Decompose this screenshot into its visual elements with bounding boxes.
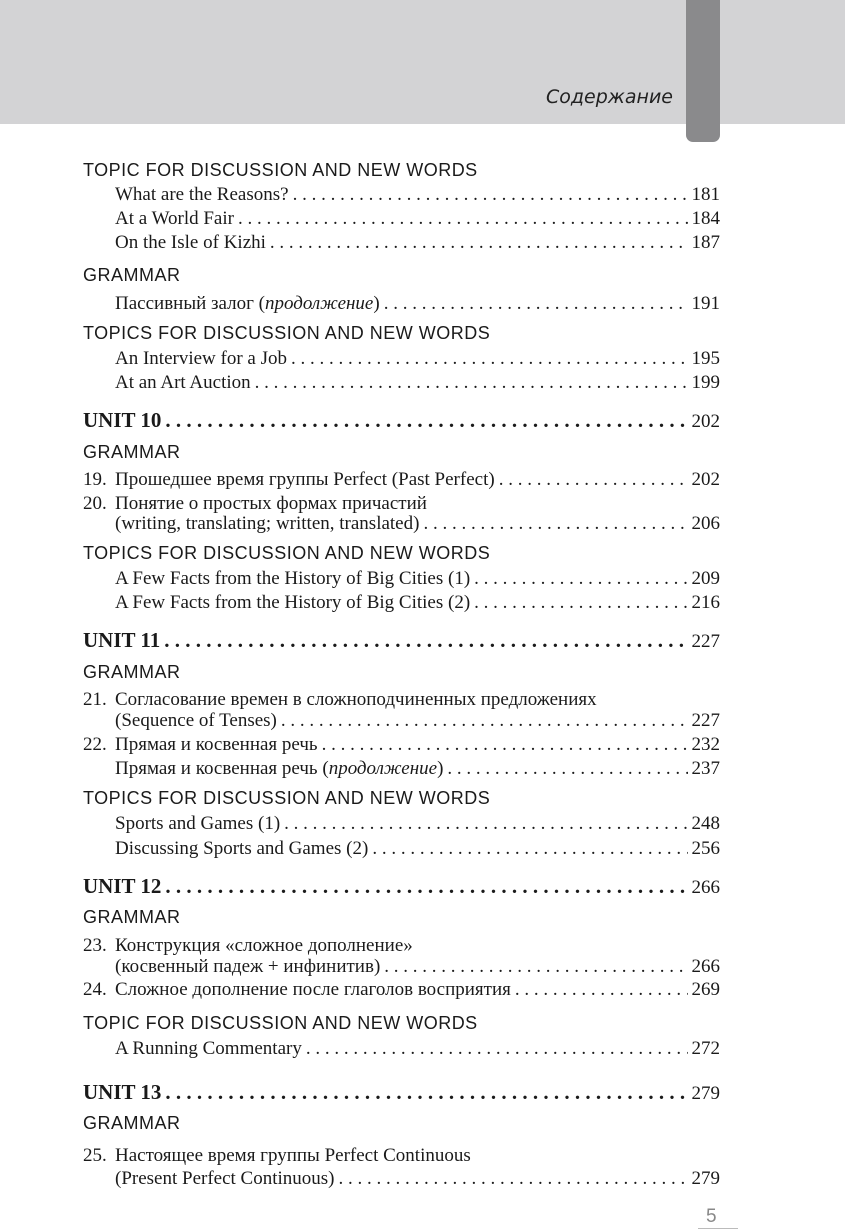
toc-entry[interactable]: Прямая и косвенная речь (продолжение) . . . 237 <box>115 757 720 781</box>
page-ref: 279 <box>691 1168 720 1189</box>
unit-entry[interactable]: UNIT 12 . . . 266 <box>83 874 720 900</box>
page-number-rule <box>698 1228 738 1229</box>
toc-entry[interactable]: (Present Perfect Continuous) . . . 279 <box>115 1167 720 1191</box>
page-ref: 269 <box>691 979 720 1000</box>
page-ref: 232 <box>691 734 720 755</box>
toc-entry[interactable]: An Interview for a Job . . . 195 <box>115 347 720 371</box>
page-ref: 248 <box>691 813 720 834</box>
page-ref: 187 <box>691 232 720 253</box>
section-heading: TOPICS FOR DISCUSSION AND NEW WORDS <box>83 323 491 343</box>
toc-entry[interactable]: A Running Commentary . . . 272 <box>115 1037 720 1061</box>
page-ref: 216 <box>691 592 720 613</box>
page-ref: 206 <box>691 513 720 534</box>
toc-entry[interactable]: 19. Прошедшее время группы Perfect (Past Perfect) . . . 202 <box>83 468 720 492</box>
page-number: 5 <box>706 1206 717 1227</box>
section-heading: TOPIC FOR DISCUSSION AND NEW WORDS <box>83 160 478 180</box>
page-ref: 266 <box>691 956 720 977</box>
unit-entry[interactable]: UNIT 13 . . . 279 <box>83 1080 720 1106</box>
toc-entry[interactable]: A Few Facts from the History of Big Cities (2) . . . 216 <box>115 591 720 615</box>
toc-entry[interactable]: (writing, translating; written, translated) . . . 206 <box>115 512 720 536</box>
toc-entry[interactable]: (Sequence of Tenses) . . . 227 <box>115 709 720 733</box>
page-ref: 227 <box>691 710 720 731</box>
page-ref: 195 <box>691 348 720 369</box>
toc-entry[interactable]: (косвенный падеж + инфинитив) . . . 266 <box>115 955 720 979</box>
page-ref: 202 <box>691 411 720 432</box>
toc-entry[interactable]: 22. Прямая и косвенная речь . . . 232 <box>83 733 720 757</box>
page-ref: 256 <box>691 838 720 859</box>
unit-entry[interactable]: UNIT 10 . . . 202 <box>83 408 720 434</box>
section-heading: GRAMMAR <box>83 442 181 462</box>
toc-entry-first-line: 23. Конструкция «сложное дополнение» <box>83 935 413 956</box>
toc-entry[interactable]: Discussing Sports and Games (2) . . . 256 <box>115 837 720 861</box>
section-heading: GRAMMAR <box>83 662 181 682</box>
toc-entry[interactable]: At a World Fair . . . 184 <box>115 207 720 231</box>
section-heading: GRAMMAR <box>83 1113 181 1133</box>
unit-entry[interactable]: UNIT 11 . . . 227 <box>83 628 720 654</box>
toc-entry-first-line: 20. Понятие о простых формах причастий <box>83 493 427 514</box>
toc-entry[interactable]: 24. Сложное дополнение после глаголов восприятия . . . 269 <box>83 978 720 1002</box>
page-ref: 227 <box>691 631 720 652</box>
toc-entry[interactable]: What are the Reasons? . . . 181 <box>115 183 720 207</box>
section-heading: TOPICS FOR DISCUSSION AND NEW WORDS <box>83 788 491 808</box>
page-title: Содержание <box>546 86 673 108</box>
page-ref: 266 <box>691 877 720 898</box>
page-ref: 272 <box>691 1038 720 1059</box>
page-ref: 199 <box>691 372 720 393</box>
toc-entry[interactable]: Sports and Games (1) . . . 248 <box>115 812 720 836</box>
page-ref: 184 <box>691 208 720 229</box>
section-heading: TOPICS FOR DISCUSSION AND NEW WORDS <box>83 543 491 563</box>
toc-entry[interactable]: On the Isle of Kizhi . . . 187 <box>115 231 720 255</box>
section-heading: GRAMMAR <box>83 265 181 285</box>
toc-entry-first-line: 21. Согласование времен в сложноподчиненных предложениях <box>83 689 597 710</box>
page-ref: 209 <box>691 568 720 589</box>
page-ref: 181 <box>691 184 720 205</box>
toc-entry[interactable]: A Few Facts from the History of Big Cities (1) . . . 209 <box>115 567 720 591</box>
toc-entry[interactable]: Пассивный залог (продолжение) . . . 191 <box>115 292 720 316</box>
section-heading: TOPIC FOR DISCUSSION AND NEW WORDS <box>83 1013 478 1033</box>
page-ref: 202 <box>691 469 720 490</box>
page-ref: 279 <box>691 1083 720 1104</box>
page-ref: 237 <box>691 758 720 779</box>
section-heading: GRAMMAR <box>83 907 181 927</box>
toc-entry-first-line: 25. Настоящее время группы Perfect Continuous <box>83 1145 471 1166</box>
toc-entry[interactable]: At an Art Auction . . . 199 <box>115 371 720 395</box>
page-ref: 191 <box>691 293 720 314</box>
